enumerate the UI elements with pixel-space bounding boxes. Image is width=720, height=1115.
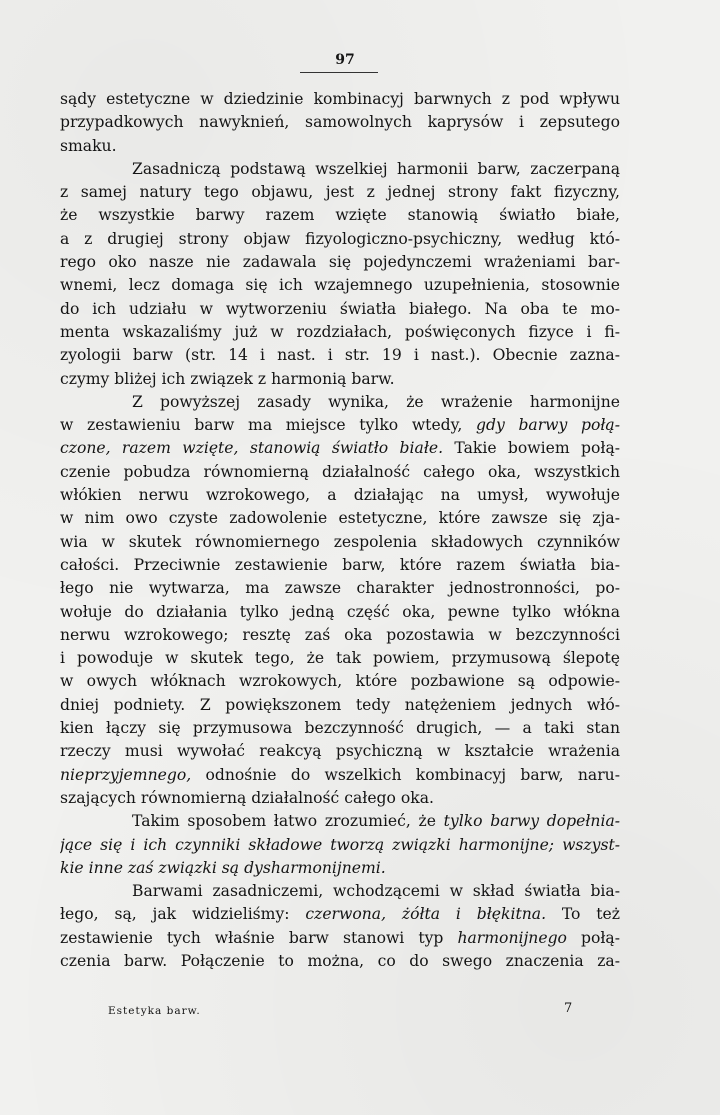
body-text [60,88,620,973]
text-line [60,927,620,950]
text-line: w nim owo czyste zadowolenie estetyczne, które zawsze się zja- [60,509,620,528]
text-segment: To też [546,905,620,924]
text-line: wołuje do działania tylko jedną część oka, pewne tylko włókna [60,602,620,621]
text-line: i powoduje w skutek tego, że tak powiem, przymusową ślepotę [60,649,620,668]
text-segment: połą- [566,928,620,947]
text-line: Barwami zasadniczemi, wchodzącemi w skład światła bia- [132,882,620,901]
text-line: w owych włóknach wzrokowych, które pozbawione są odpowie- [60,672,620,691]
text-line [60,437,620,460]
text-line: menta wskazaliśmy już w rozdziałach, poświęconych fizyce i fi- [60,322,620,341]
footer-signature-title: Estetyka barw. [108,1005,201,1017]
text-line: a z drugiej strony objaw fizyologiczno-psychiczny, według któ- [60,229,620,248]
text-line: rzeczy musi wywołać reakcyą psychiczną w kształcie wrażenia [60,742,620,761]
text-segment: łego, są, jak widzieliśmy: [60,905,306,924]
text-line: łego nie wytwarza, ma zawsze charakter jednostronności, po- [60,579,620,598]
text-line: smaku. [60,136,117,155]
text-line: przypadkowych nawyknień, samowolnych kaprysów i zepsutego [60,113,620,132]
text-line: czenie pobudza równomierną działalność całego oka, wszystkich [60,462,620,481]
footer-signature-number: 7 [564,1001,573,1016]
text-line: do ich udziału w wytworzeniu światła białego. Na oba te mo- [60,299,620,318]
text-line [60,903,620,926]
text-line: że wszystkie barwy razem wzięte stanowią światło białe, [60,206,620,225]
text-line: Zasadniczą podstawą wszelkiej harmonii barw, zaczerpaną [132,159,620,178]
text-line: całości. Przeciwnie zestawienie barw, które razem światła bia- [60,555,620,574]
header-rule [300,72,378,73]
text-line: czymy bliżej ich związek z harmonią barw. [60,369,395,388]
text-line [60,810,620,833]
italic-phrase: nieprzyjemnego, [60,765,192,784]
text-line: wnemi, lecz domaga się ich wzajemnego uzupełnienia, stosownie [60,276,620,295]
text-line [60,834,620,857]
text-line [60,857,620,880]
italic-phrase: tylko barwy dopełnia- [443,812,620,831]
text-line: Z powyższej zasady wynika, że wrażenie harmonijne [132,392,620,411]
text-segment: Takim sposobem łatwo zrozumieć, że [132,812,444,831]
italic-phrase: harmonijnego [457,928,567,947]
italic-phrase: czone, razem wzięte, stanowią światło białe. [60,439,444,458]
text-line: wia w skutek równomiernego zespolenia składowych czynników [60,532,620,551]
text-line: włókien nerwu wzrokowego, a działając na umysł, wywołuje [60,486,620,505]
italic-phrase: jące się i ich czynniki składowe tworzą związki harmonijne; wszyst- [60,835,620,854]
text-segment: zestawienie tych właśnie barw stanowi typ [60,928,458,947]
text-segment: odnośnie do wszelkich kombinacyj barw, naru- [191,765,620,784]
italic-phrase: czerwona, żółta i błękitna. [305,905,547,924]
page-number: 97 [335,52,355,68]
text-line: zyologii barw (str. 14 i nast. i str. 19 i nast.). Obecnie zazna- [60,346,620,365]
text-line: czenia barw. Połączenie to można, co do swego znaczenia za- [60,951,620,970]
text-segment: w zestawieniu barw ma miejsce tylko wtedy, [60,416,477,435]
text-line: rego oko nasze nie zadawala się pojedynczemi wrażeniami bar- [60,253,620,272]
text-line: z samej natury tego objawu, jest z jednej strony fakt fizyczny, [60,183,620,202]
text-line: sądy estetyczne w dziedzinie kombinacyj barwnych z pod wpływu [60,90,620,108]
text-line: dniej podniety. Z powiększonem tedy natężeniem jednych włó- [60,695,620,714]
text-segment: Takie bowiem połą- [443,439,620,458]
text-line [60,764,620,787]
text-line: szających równomierną działalność całego oka. [60,788,434,807]
text-line: kien łączy się przymusowa bezczynność drugich, — a taki stan [60,719,620,738]
text-line [60,414,620,437]
italic-phrase: gdy barwy połą- [476,416,620,435]
text-line: nerwu wzrokowego; resztę zaś oka pozostawia w bezczynności [60,625,620,644]
italic-phrase: kie inne zaś związki są dysharmonijnemi. [60,858,386,877]
